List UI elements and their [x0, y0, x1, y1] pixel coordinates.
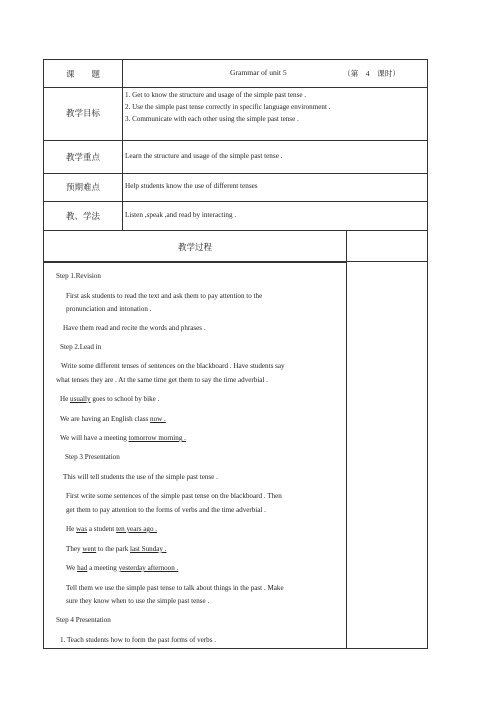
key-points-label: 教学重点	[65, 152, 100, 162]
row-divider	[44, 262, 346, 263]
objective-item: 3. Communicate with each other using the simple past tense .	[125, 115, 299, 123]
process-title: 教学过程	[177, 242, 212, 252]
row-divider	[44, 230, 427, 231]
step1-heading: Step 1.Revision	[56, 272, 101, 280]
row-divider	[44, 140, 427, 141]
step4-paragraph: 1. Teach students how to form the past forms of verbs .	[60, 636, 216, 644]
step3-paragraph: get them to pay attention to the forms of verbs and the time adverbial .	[66, 506, 266, 514]
row-divider	[44, 201, 427, 202]
row-divider	[44, 173, 427, 174]
step3-heading: Step 3 Presentation	[65, 453, 120, 461]
lesson-number: （第 4 课时）	[343, 69, 400, 78]
key-points-value: Learn the structure and usage of the simple past tense .	[125, 152, 283, 160]
topic-value: Grammar of unit 5	[230, 68, 287, 77]
row-divider	[44, 87, 427, 88]
difficulties-value: Help students know the use of different tenses	[125, 182, 258, 190]
step4-heading: Step 4 Presentation	[56, 616, 111, 624]
step1-paragraph: pronunciation and intonation .	[66, 305, 152, 313]
objective-item: 1. Get to know the structure and usage of the simple past tense .	[125, 91, 307, 99]
step1-paragraph: Have them read and recite the words and phrases .	[63, 324, 206, 332]
step3-paragraph: This will tell students the use of the simple past tense .	[63, 473, 218, 481]
example-sentence: He usually goes to school by bike .	[60, 395, 160, 403]
objective-item: 2. Use the simple past tense correctly in specific language environment .	[125, 103, 331, 111]
step3-paragraph: Tell them we use the simple past tense to talk about things in the past . Make	[66, 584, 284, 592]
step1-paragraph: First ask students to read the text and ask them to pay attention to the	[66, 292, 263, 300]
example-sentence: We had a meeting yesterday afternoon .	[66, 564, 179, 572]
methods-value: Listen ,speak ,and read by interacting .	[125, 211, 237, 219]
objectives-label: 教学目标	[65, 108, 100, 118]
example-sentence: We are having an English class now .	[60, 415, 166, 423]
label-column-divider	[122, 60, 123, 230]
step2-heading: Step 2.Lead in	[60, 343, 102, 351]
methods-label: 教、学法	[65, 211, 100, 221]
example-sentence: He was a student ten years ago .	[66, 525, 158, 533]
step2-paragraph: Write some different tenses of sentences on the blackboard . Have students say	[61, 362, 285, 370]
step2-paragraph: what tenses they are . At the same time get them to say the time adverbial .	[56, 376, 268, 384]
step3-paragraph: sure they know when to use the simple past tense .	[66, 597, 210, 605]
example-sentence: We will have a meeting tomorrow morning .	[60, 434, 186, 442]
difficulties-label: 预期难点	[65, 182, 100, 192]
lesson-plan-table	[43, 59, 428, 649]
process-column-divider	[346, 230, 347, 649]
step3-paragraph: First write some sentences of the simple past tense on the blackboard . Then	[66, 492, 282, 500]
example-sentence: They went to the park last Sunday .	[66, 545, 167, 553]
topic-label: 课 题	[65, 69, 100, 79]
